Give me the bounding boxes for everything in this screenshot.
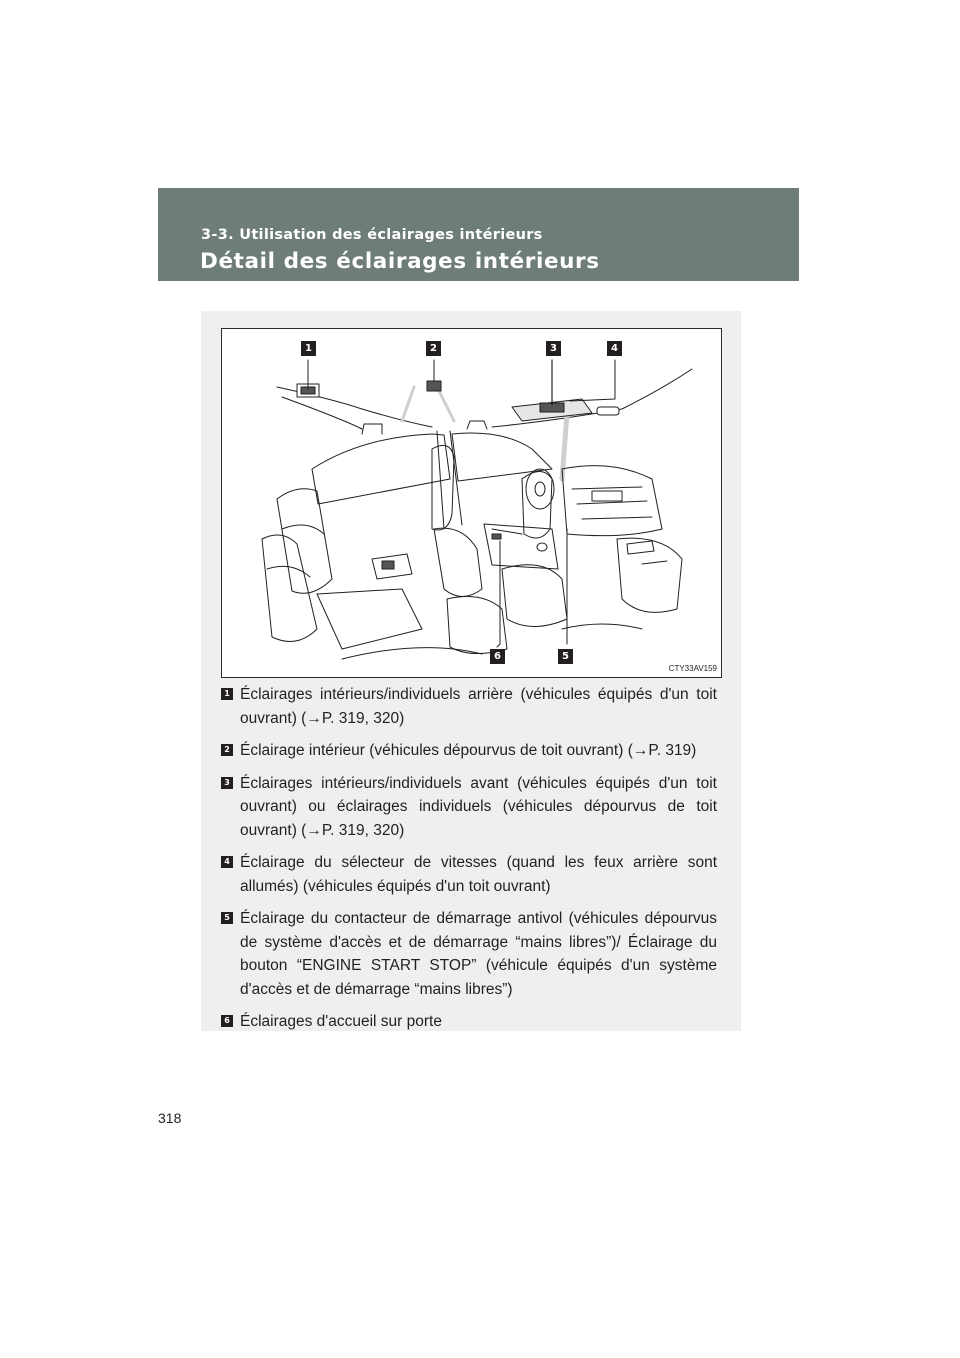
item-number-badge: 3 bbox=[221, 777, 233, 789]
car-interior-illustration bbox=[221, 328, 722, 678]
list-item bbox=[221, 683, 717, 730]
list-item bbox=[221, 1010, 717, 1034]
section-label: 3-3. Utilisation des éclairages intérieurs bbox=[201, 227, 543, 243]
callout-3: 3 bbox=[546, 341, 561, 356]
item-text: Éclairage du contacteur de démarrage antivol (véhicules dépourvus de système d'accès et de démarrage “mains libres”)/ Éclairage du bouton “ENGINE START STOP” (véhicule équipés d'un système d'accès et de démarrage “mains libres”) bbox=[240, 910, 717, 998]
list-item bbox=[221, 739, 717, 763]
item-text: Éclairage intérieur (véhicules dépourvus de toit ouvrant) (→P. 319) bbox=[240, 742, 697, 759]
car-interior-drawing bbox=[222, 329, 722, 678]
item-text: Éclairages d'accueil sur porte bbox=[240, 1013, 442, 1030]
item-number-badge: 5 bbox=[221, 912, 233, 924]
callout-6: 6 bbox=[490, 649, 505, 664]
item-number-badge: 1 bbox=[221, 688, 233, 700]
list-item bbox=[221, 772, 717, 843]
legend-list bbox=[221, 683, 717, 1043]
callout-1: 1 bbox=[301, 341, 316, 356]
list-item bbox=[221, 851, 717, 898]
item-number-badge: 2 bbox=[221, 744, 233, 756]
item-text: Éclairages intérieurs/individuels arrière (véhicules équipés d'un toit ouvrant) (→P. 319, 320) bbox=[240, 686, 717, 727]
callout-5: 5 bbox=[558, 649, 573, 664]
page-number: 318 bbox=[158, 1110, 182, 1126]
item-number-badge: 4 bbox=[221, 856, 233, 868]
page-title: Détail des éclairages intérieurs bbox=[200, 249, 600, 274]
callout-2: 2 bbox=[426, 341, 441, 356]
callout-4: 4 bbox=[607, 341, 622, 356]
image-code: CTY33AV159 bbox=[668, 664, 717, 673]
list-item bbox=[221, 907, 717, 1001]
item-number-badge: 6 bbox=[221, 1015, 233, 1027]
item-text: Éclairages intérieurs/individuels avant (véhicules équipés d'un toit ouvrant) ou éclairages individuels (véhicules dépourvus de toit ouvrant) (→P. 319, 320) bbox=[240, 774, 717, 839]
item-text: Éclairage du sélecteur de vitesses (quand les feux arrière sont allumés) (véhicules équipés d'un toit ouvrant) bbox=[240, 854, 717, 895]
